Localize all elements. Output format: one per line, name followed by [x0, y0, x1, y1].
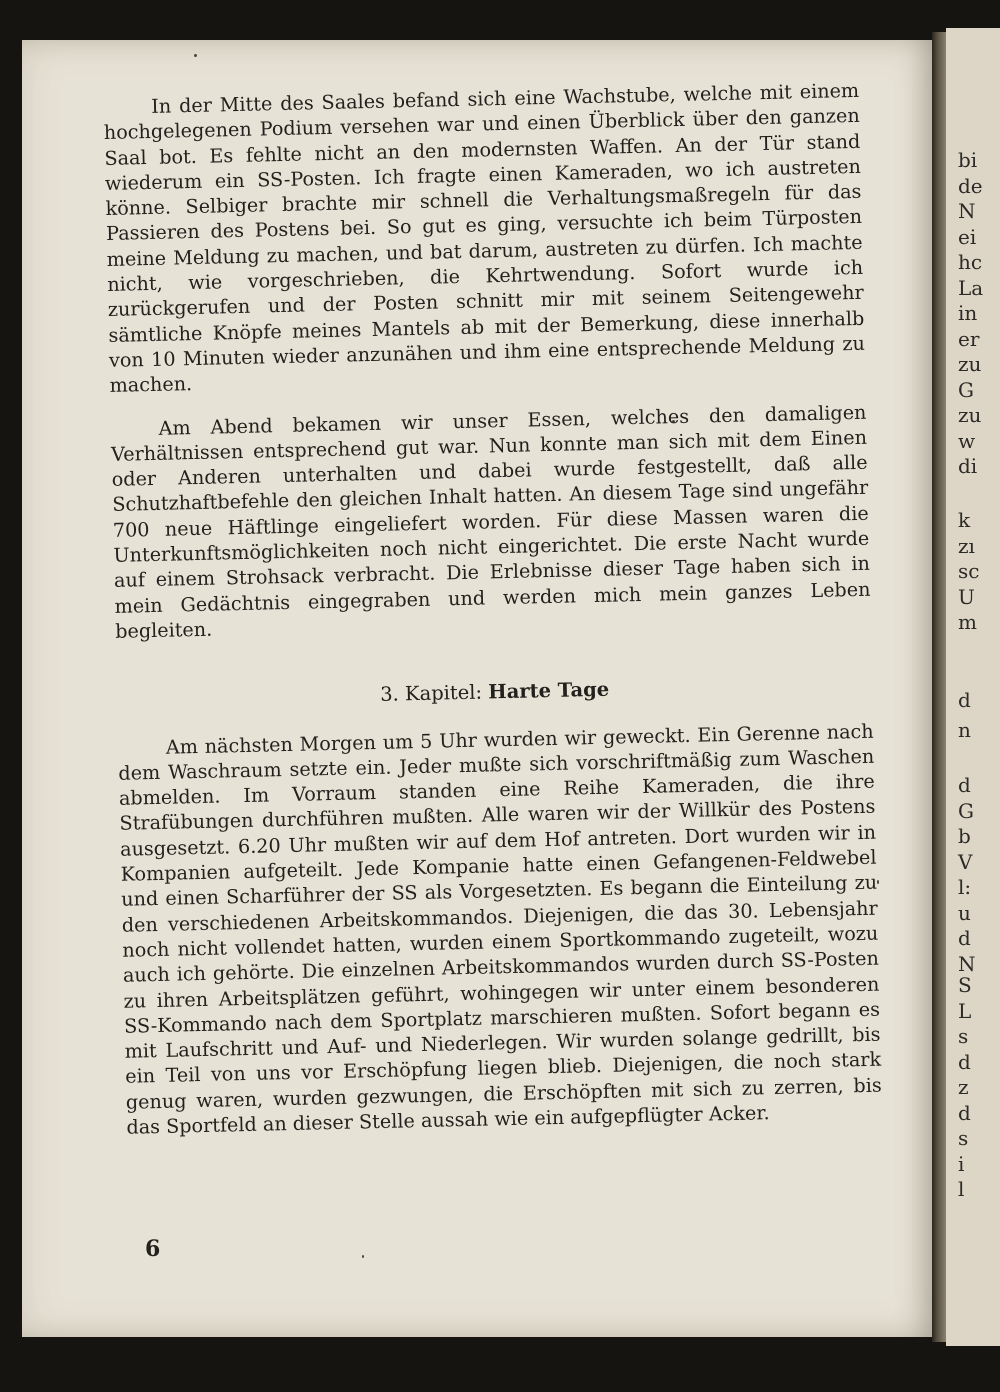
next-page-line-fragment: k — [958, 508, 971, 532]
next-page-line-fragment: u — [958, 900, 971, 925]
next-page-line-fragment: d — [958, 688, 971, 712]
next-page-line-fragment: G — [958, 377, 974, 402]
next-page-line-fragment: d — [958, 1049, 971, 1074]
next-page-line-fragment: z — [958, 1075, 969, 1099]
next-page-line-fragment: zı — [958, 533, 975, 558]
next-page-line-fragment: d — [958, 773, 971, 797]
next-page-line-fragment: N — [958, 199, 976, 223]
next-page-line-fragment: sc — [958, 559, 980, 583]
next-page-line-fragment: i — [958, 1151, 965, 1176]
paper-speck — [877, 880, 879, 884]
next-page-line-fragment: d — [958, 1100, 971, 1125]
next-page-line-fragment: l — [958, 1177, 965, 1201]
next-page-line-fragment: d — [958, 926, 971, 950]
next-page-line-fragment: zu — [958, 352, 982, 376]
chapter-number: 3. Kapitel: — [379, 680, 483, 707]
book-gutter — [932, 32, 946, 1342]
next-page-line-fragment: hc — [958, 250, 983, 274]
next-page-line-fragment: de — [958, 173, 983, 198]
next-page-line-fragment: m — [958, 610, 977, 634]
page-body — [103, 78, 883, 1140]
paragraph: In der Mitte des Saales befand sich eine Wachstube, welche mit einem hochgelegenen Podium versehen war und einen Überblick über den ganzen Saal bot. Es fehlte nicht an den modernsten Waffen. An der Tür stand wiederum ein SS-Posten. Ich fragte einen Kameraden, wo ich austreten könne. Selbiger brachte mir schnell die Verhaltungsmaßregeln für das Passieren des Postens bei. So gut es ging, versuchte ich beim Türposten meine Meldung zu machen, und bat darum, austreten zu dürfen. Ich machte nicht, wie vorgeschrieben, die Kehrtwendung. Sofort wurde ich zurückgerufen und der Posten schnitt mir mit seinem Seitengewehr sämtliche Knöpfe meines Mantels ab mit der Bemerkung, diese innerhalb von 10 Minuten wieder anzunähen und ihm eine entsprechende Meldung zu machen. — [103, 78, 866, 398]
next-page-line-fragment: s — [958, 1024, 969, 1048]
next-page-line-fragment: n — [958, 718, 971, 742]
paragraph: Am nächsten Morgen um 5 Uhr wurden wir geweckt. Ein Gerenne nach dem Waschraum setzte ein. Jeder mußte sich vorschriftmäßig zum Waschen abmelden. Im Vorraum standen eine Reihe Kameraden, die ihre Strafübungen durchführen mußten. Alle waren wir der Willkür des Postens ausgesetzt. 6.20 Uhr mußten wir auf dem Hof antreten. Dort wurden wir in Kompanien aufgeteilt. Jede Kompanie hatte einen Gefangenen-Feldwebel und einen Scharführer der SS als Vorgesetzten. Es begann die Einteilung zu den verschiedenen Arbeitskommandos. Diejenigen, die das 30. Lebensjahr noch nicht vollendet hatten, wurden einem Sportkommando zugeteilt, wozu auch ich gehörte. Die einzelnen Arbeitskommandos wurden durch SS-Posten zu ihren Arbeitsplätzen geführt, wohingegen wir unter einem besonderen SS-Kommando nach dem Sportplatz marschieren mußten. Sofort begann es mit Laufschritt und Auf- und Niederlegen. Wir wurden solange gedrillt, bis ein Teil von uns vor Erschöpfung liegen blieb. Diejenigen, die noch stark genug waren, wurden gezwungen, die Erschöpften mit sich zu zerren, bis das Sportfeld an dieser Stelle aussah wie ein aufgepflügter Acker. — [118, 719, 882, 1139]
next-page-line-fragment: S — [958, 973, 972, 997]
paper-speck — [362, 1255, 364, 1258]
chapter-heading — [116, 671, 872, 713]
next-page-line-fragment: G — [958, 798, 974, 823]
adjacent-page-edge — [946, 28, 1000, 1346]
next-page-line-fragment: N — [958, 951, 976, 976]
next-page-line-fragment: L — [958, 998, 972, 1023]
next-page-line-fragment: bi — [958, 148, 978, 172]
next-page-line-fragment: l: — [958, 875, 972, 899]
next-page-line-fragment: U — [958, 584, 975, 609]
next-page-line-fragment: er — [958, 326, 980, 351]
next-page-line-fragment: zu — [958, 403, 982, 427]
page-number: 6 — [145, 1236, 161, 1262]
next-page-line-fragment: s — [958, 1126, 969, 1150]
paragraph: Am Abend bekamen wir unser Essen, welches den damaligen Verhältnissen entsprechend gut war. Nun konnte man sich mit dem Einen oder Anderen unterhalten und dabei wurde festgestellt, daß alle Schutzhaftbefehle den gleichen Inhalt hatten. An diesem Tage sind ungefähr 700 neue Häftlinge eingeliefert worden. Für diese Massen waren die Unterkunftsmöglichkeiten noch nicht eingerichtet. Die erste Nacht wurde auf einem Strohsack verbracht. Die Erlebnisse dieser Tage haben sich in mein Gedächtnis eingegraben und werden mich mein ganzes Leben begleiten. — [110, 400, 871, 643]
next-page-line-fragment: La — [958, 275, 984, 300]
next-page-line-fragment: b — [958, 824, 971, 848]
paper-speck — [194, 54, 197, 57]
next-page-line-fragment: w — [958, 428, 976, 453]
next-page-line-fragment: in — [958, 301, 978, 325]
next-page-line-fragment: di — [958, 454, 978, 478]
next-page-line-fragment: V — [958, 849, 973, 874]
chapter-title: Harte Tage — [488, 677, 610, 704]
next-page-line-fragment: ei — [958, 224, 977, 249]
